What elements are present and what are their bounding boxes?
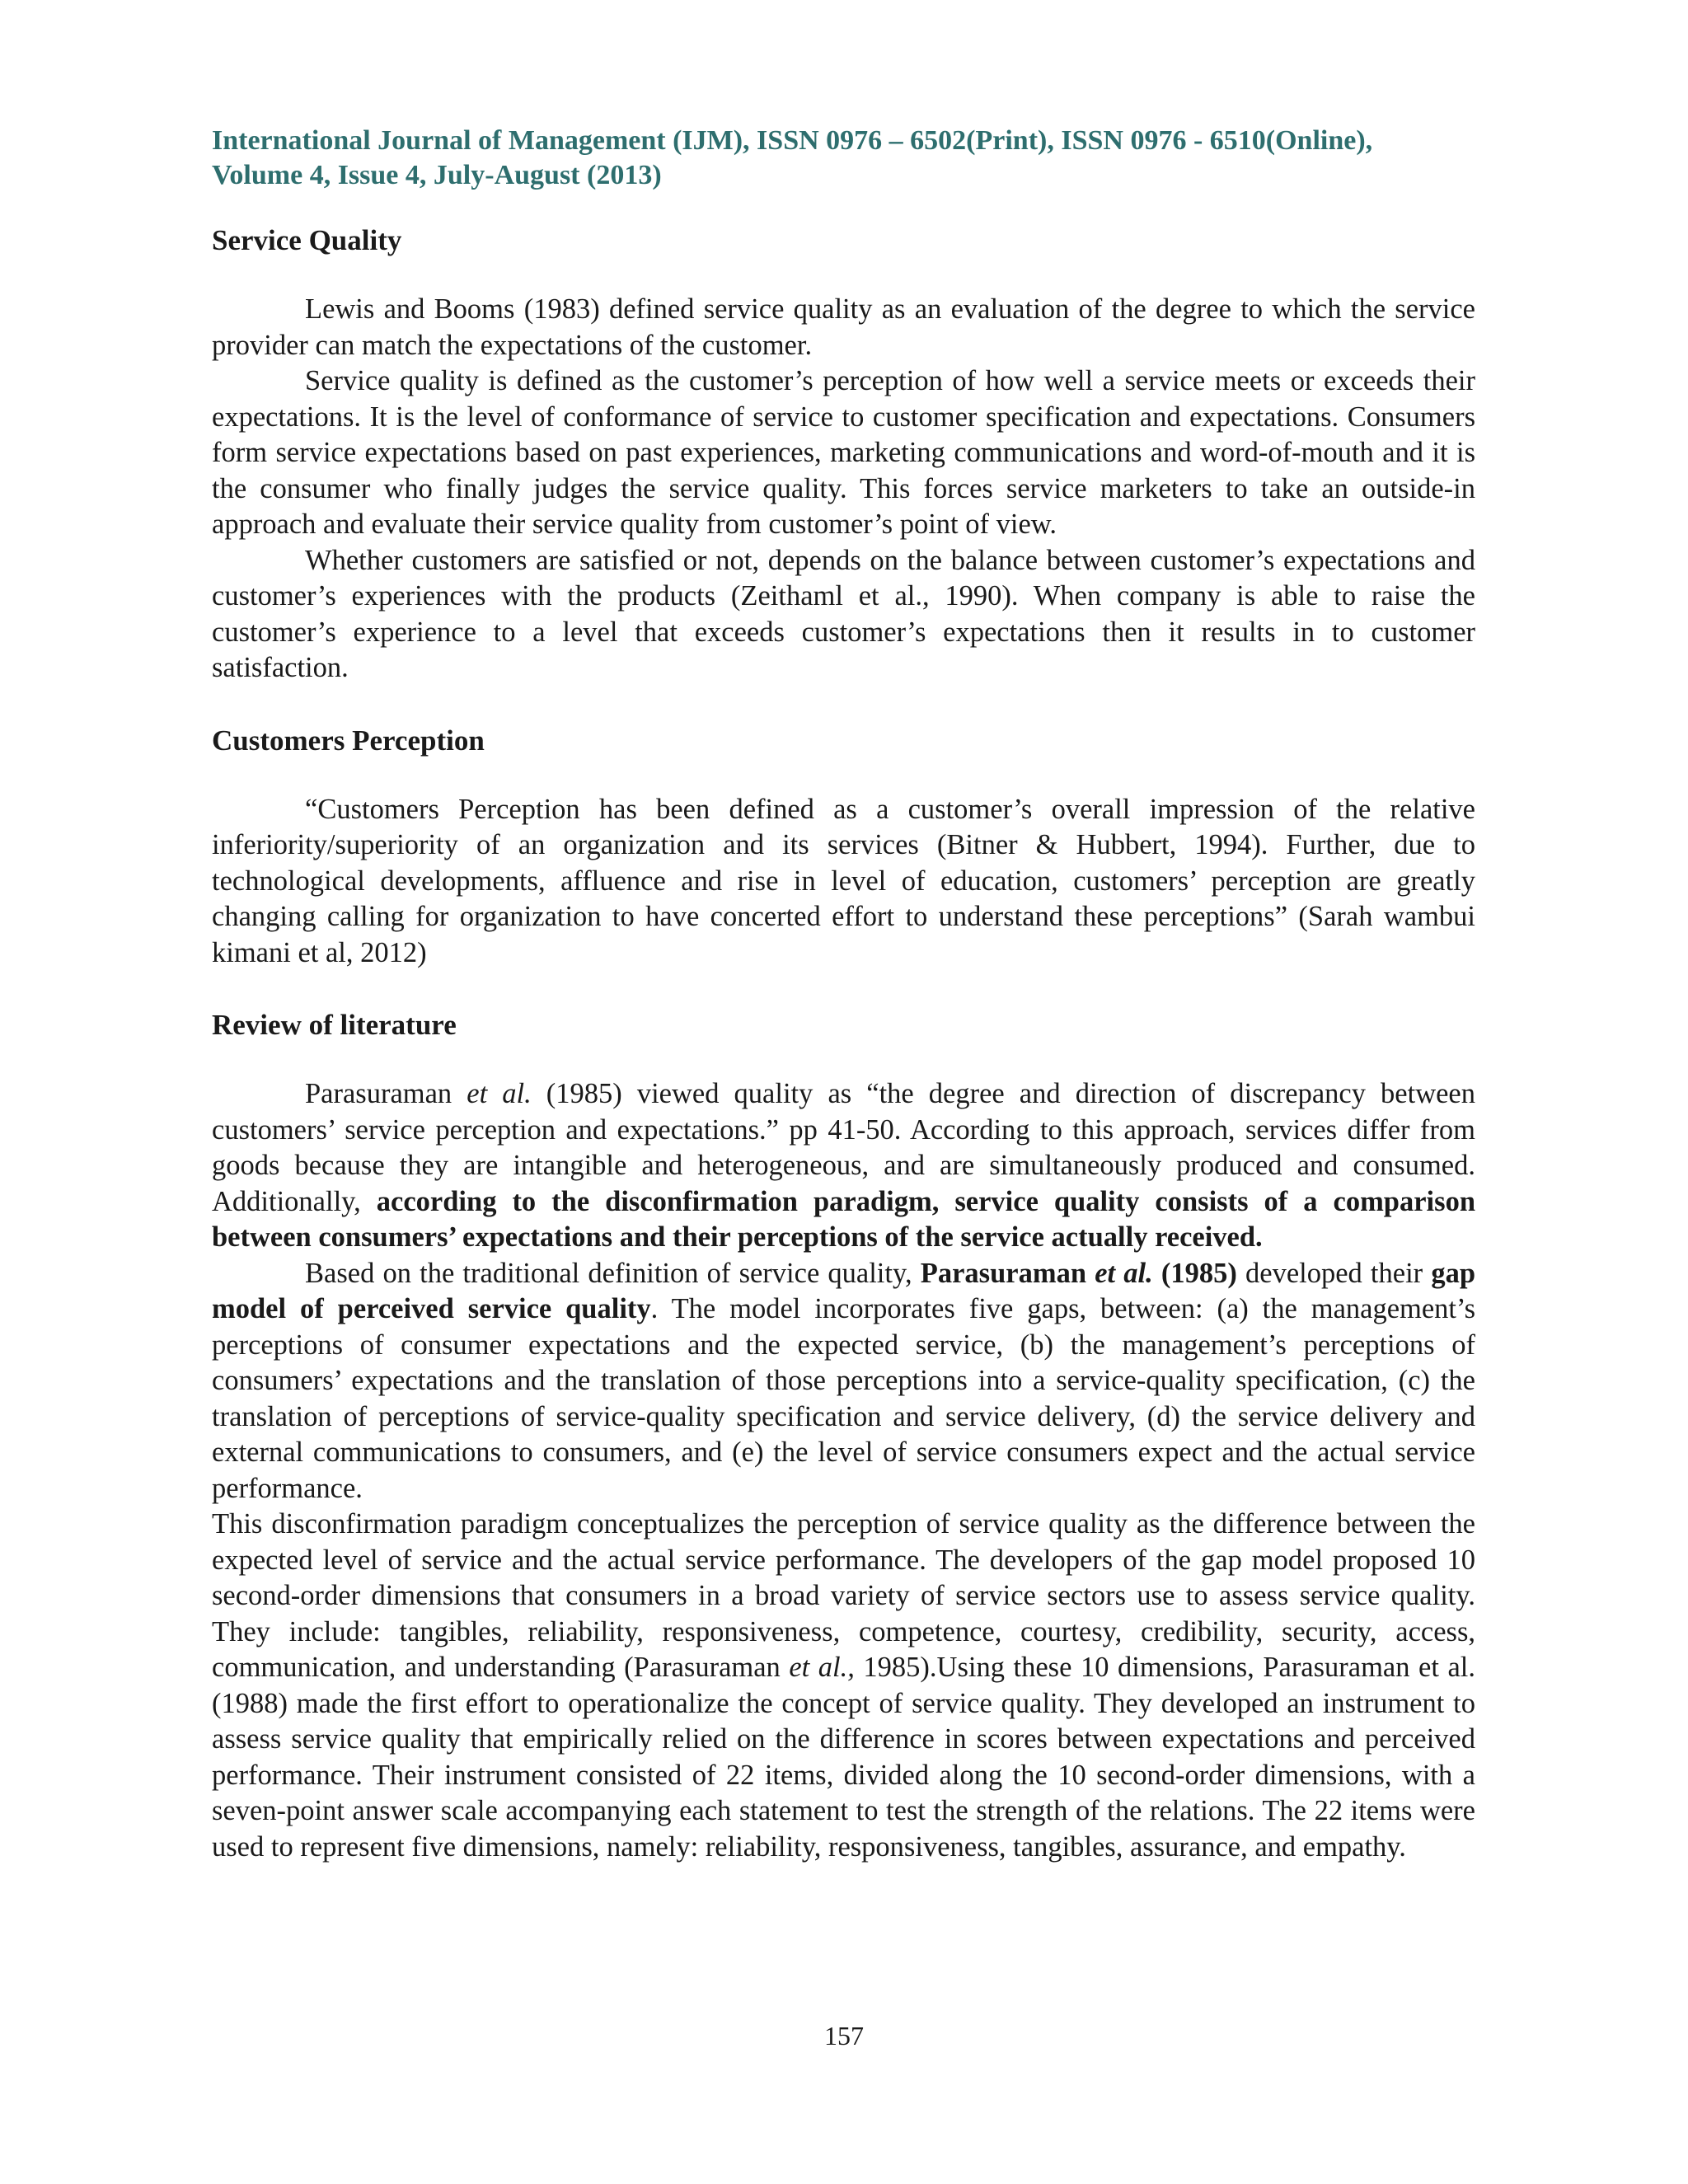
review-2-year: (1985)	[1152, 1257, 1237, 1289]
review-2-author: Parasuraman	[920, 1257, 1095, 1289]
review-3-text-c: 1985).Using these 10 dimensions, Parasuraman et al. (1988) made the first effort to operationalize the concept of service quality. They developed an instrument to assess service quality that empirically relied on the difference in scores between expectations and perceived performance. Their instrument consisted of 22 items, divided along the 10 second-order dimensions, with a seven-point answer scale accompanying each statement to test the strength of the relations. The 22 items were used to represent five dimensions, namely: reliability, responsiveness, tangibles, assurance, and empathy.	[212, 1652, 1476, 1863]
paragraph-review-3	[212, 1507, 1475, 1865]
heading-review-of-literature: Review of literature	[212, 1009, 457, 1041]
journal-header	[212, 124, 1475, 193]
paragraph-review-1	[212, 1076, 1475, 1256]
review-3-text-a: This disconfirmation paradigm conceptualizes the perception of service quality as the difference between the expected level of service and the actual service performance. The developers of the gap model proposed 10 second-order dimensions that consumers in a broad variety of service sectors use to assess service quality. They include: tangibles, reliability, responsiveness, competence, courtesy, credibility, security, access, communication, and understanding (Parasuraman	[212, 1508, 1475, 1683]
review-1-bold-statement: according to the disconfirmation paradigm, service quality consists of a comparison between consumers’ expectations and their perceptions of the service actually received.	[212, 1185, 1476, 1253]
page-body	[212, 124, 1475, 2069]
review-2-etal: et al.	[1095, 1257, 1153, 1289]
paragraph-service-quality-2: Service quality is defined as the customer’s perception of how well a service meets or exceeds their expectations. It is the level of conformance of service to customer specification and expectations. Consumers form service expectations based on past experiences, marketing communications and word-of-mouth and it is the consumer who finally judges the service quality. This forces service marketers to take an outside-in approach and evaluate their service quality from customer’s point of view.	[212, 365, 1475, 540]
review-1-text-c: (1985) viewed quality as “the degree and direction of discrepancy between customers’ service perception and expectations.” pp 41-50. According to this approach, services differ from goods because they are intangible and heterogeneous, and are simultaneously produced and consumed. Additionally,	[212, 1078, 1475, 1217]
paragraph-service-quality-1: Lewis and Booms (1983) defined service quality as an evaluation of the degree to which the service provider can match the expectations of the customer.	[212, 293, 1475, 361]
heading-service-quality: Service Quality	[212, 224, 402, 256]
review-2-text-e: developed their	[1236, 1257, 1432, 1289]
paragraph-service-quality-3: Whether customers are satisfied or not, depends on the balance between customer’s expectations and customer’s experiences with the products (Zeithaml et al., 1990). When company is able to raise the customer’s experience to a level that exceeds customer’s expectations then it results in to customer satisfaction.	[212, 544, 1475, 683]
journal-header-line-2: Volume 4, Issue 4, July-August (2013)	[212, 160, 662, 190]
review-2-model-name: gap model of perceived service quality	[212, 1257, 1475, 1324]
heading-customers-perception: Customers Perception	[212, 724, 485, 757]
paragraph-review-2	[212, 1256, 1475, 1507]
review-2-text-g: . The model incorporates five gaps, between: (a) the management’s perceptions of consumer expectations and the expected service, (b) the management’s perceptions of consumers’ expectations and the translation of those perceptions into a service-quality specification, (c) the translation of perceptions of service-quality specification and service delivery, (d) the service delivery and external communications to consumers, and (e) the level of service consumers expect and the actual service performance.	[212, 1293, 1475, 1504]
paragraph-customers-perception: “Customers Perception has been defined as a customer’s overall impression of the relative inferiority/superiority of an organization and its services (Bitner & Hubbert, 1994). Further, due to technological developments, affluence and rise in level of education, customers’ perception are greatly changing calling for organization to have concerted effort to understand these perceptions” (Sarah wambui kimani et al, 2012)	[212, 793, 1475, 968]
review-1-etal: et al.	[467, 1078, 532, 1109]
review-1-text-a: Parasuraman	[305, 1078, 467, 1109]
journal-header-line-1: International Journal of Management (IJM), ISSN 0976 – 6502(Print), ISSN 0976 - 6510(Online),	[212, 125, 1373, 156]
review-2-text-a: Based on the traditional definition of service quality,	[305, 1257, 921, 1289]
page-number: 157	[824, 2021, 864, 2050]
review-3-etal: et al.,	[789, 1652, 855, 1683]
